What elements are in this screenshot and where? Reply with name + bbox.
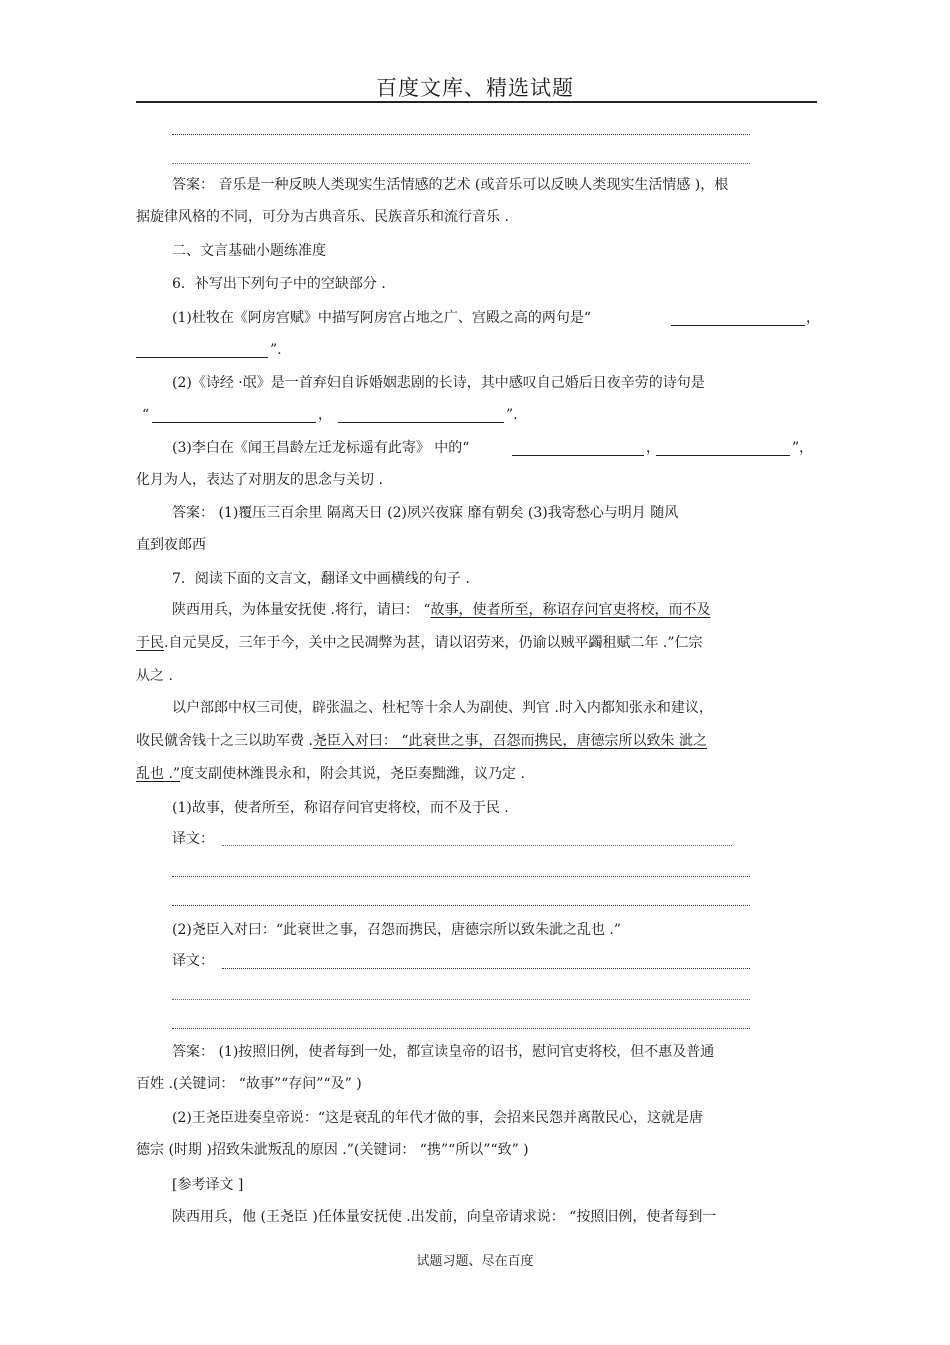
answer-text: 直到夜郎西 bbox=[136, 537, 206, 553]
page-header-title: 百度文库、精选试题 bbox=[376, 76, 574, 100]
answer-text: 答案： 音乐是一种反映人类现实生活情感的艺术 (或音乐可以反映人类现实生活情感 )，根 bbox=[172, 177, 729, 193]
passage-text bbox=[136, 763, 525, 785]
passage-text bbox=[136, 632, 703, 654]
punctuation: ， bbox=[646, 440, 660, 456]
translation-label: 译文： bbox=[172, 831, 214, 847]
blank-line[interactable] bbox=[136, 357, 268, 358]
sub-question: (2)尧臣入对曰：“此衰世之事，召怨而携民，唐德宗所以致朱泚之乱也 .” bbox=[172, 922, 622, 938]
passage-text: 从之 . bbox=[136, 668, 173, 684]
question-part: (2)《诗经 ·氓》是一首弃妇自诉婚姻悲剧的长诗，其中感叹自己婚后日夜辛劳的诗句是 bbox=[172, 375, 705, 391]
passage-text bbox=[136, 730, 707, 752]
punctuation: ， bbox=[806, 310, 820, 326]
answer-dotted-line bbox=[172, 134, 750, 135]
answer-dotted-line[interactable] bbox=[222, 968, 750, 969]
passage-segment: 陕西用兵，为体量安抚使 .将行，请曰： “ bbox=[172, 602, 431, 618]
punctuation: ， bbox=[318, 407, 332, 423]
answer-dotted-line[interactable] bbox=[172, 905, 750, 906]
question-part: (1)杜牧在《阿房宫赋》中描写阿房宫占地之广、宫殿之高的两句是“ bbox=[172, 310, 591, 326]
passage-text: 以户部郎中权三司使，辟张温之、杜杞等十余人为副使、判官 .时入内都知张永和建议， bbox=[172, 700, 713, 716]
answer-text: 德宗 (时期 )招致朱泚叛乱的原因 .”(关键词： “携”“所以”“致” ) bbox=[136, 1142, 529, 1158]
answer-dotted-line bbox=[172, 163, 750, 164]
punctuation: “ bbox=[142, 407, 150, 423]
punctuation: ”. bbox=[270, 342, 282, 358]
answer-dotted-line[interactable] bbox=[172, 876, 750, 877]
reference-title: [参考译文 ] bbox=[172, 1177, 244, 1193]
question-part: 化月为人，表达了对朋友的思念与关切 . bbox=[136, 472, 383, 488]
underlined-sentence: 故事，使者所至，称诏存问官吏将校，而不及 bbox=[430, 602, 711, 618]
question-part: (3)李白在《闻王昌龄左迁龙标遥有此寄》 中的“ bbox=[172, 440, 470, 456]
page-footer: 试题习题、尽在百度 bbox=[416, 1254, 534, 1269]
punctuation: ”， bbox=[792, 440, 814, 456]
reference-text: 陕西用兵，他 (王尧臣 )任体量安抚使 .出发前，向皇帝请求说： “按照旧例，使者每到一 bbox=[172, 1209, 717, 1225]
answer-text: 答案： (1)覆压三百余里 隔离天日 (2)夙兴夜寐 靡有朝矣 (3)我寄愁心与明月 随风 bbox=[172, 505, 679, 521]
underlined-sentence: 尧臣入对曰： “此衰世之事，召怨而携民，唐德宗所以致朱 泚之 bbox=[312, 733, 707, 749]
header-rule bbox=[136, 101, 817, 103]
passage-segment: 度支副使林潍畏永和，附会其说，尧臣奏黜潍，议乃定 . bbox=[180, 766, 525, 782]
sub-question: (1)故事，使者所至，称诏存问官吏将校，而不及于民 . bbox=[172, 800, 509, 816]
question-stem: 6．补写出下列句子中的空缺部分 . bbox=[172, 276, 386, 292]
translation-label: 译文： bbox=[172, 953, 214, 969]
blank-line[interactable] bbox=[512, 455, 644, 456]
blank-line[interactable] bbox=[152, 422, 316, 423]
blank-line[interactable] bbox=[338, 422, 504, 423]
section-title: 二、文言基础小题练准度 bbox=[172, 243, 326, 259]
underlined-sentence: 于民 bbox=[136, 635, 164, 651]
answer-text: (2)王尧臣进奏皇帝说：“这是衰乱的年代才做的事，会招来民怨并离散民心，这就是唐 bbox=[172, 1110, 703, 1126]
passage-text bbox=[172, 599, 711, 621]
question-stem: 7．阅读下面的文言文，翻译文中画横线的句子 . bbox=[172, 571, 470, 587]
blank-line[interactable] bbox=[671, 325, 805, 326]
underlined-sentence: 乱也 .” bbox=[136, 766, 181, 782]
passage-segment: .自元昊反，三年于今，关中之民凋弊为甚，请以诏劳来，仍谕以贼平蠲租赋二年 .”仁宗 bbox=[164, 635, 703, 651]
answer-dotted-line[interactable] bbox=[172, 1028, 750, 1029]
answer-text: 百姓 .(关键词： “故事”“存问”“及” ) bbox=[136, 1076, 362, 1092]
blank-line[interactable] bbox=[656, 455, 790, 456]
answer-text: 答案： (1)按照旧例，使者每到一处，都宣读皇帝的诏书，慰问官吏将校，但不惠及普通 bbox=[172, 1044, 715, 1060]
punctuation: ”. bbox=[506, 407, 518, 423]
answer-dotted-line[interactable] bbox=[222, 845, 732, 846]
passage-segment: 收民僦舍钱十之三以助军费 . bbox=[136, 733, 313, 749]
answer-text: 据旋律风格的不同，可分为古典音乐、民族音乐和流行音乐 . bbox=[136, 209, 509, 225]
answer-dotted-line[interactable] bbox=[172, 999, 750, 1000]
